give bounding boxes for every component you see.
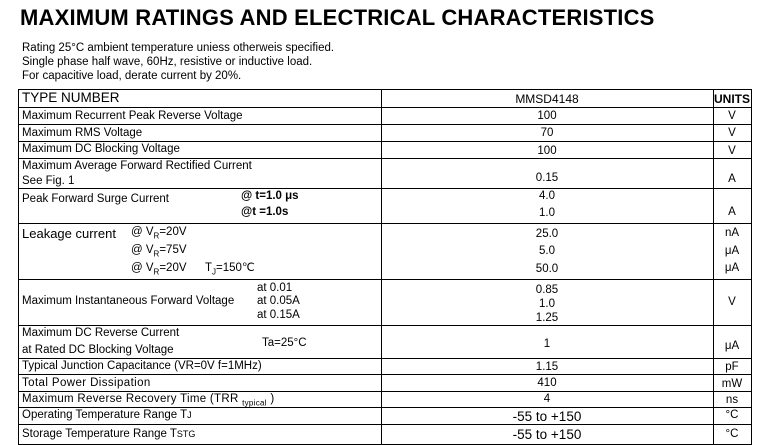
trr-label: Maximum Reverse Recovery Time (TRR $_{typical}$ )	[22, 393, 275, 408]
vf-cond-3: at 0.15A	[257, 309, 300, 321]
tstg-unit: °C	[725, 428, 739, 440]
units-header: UNITS	[714, 92, 750, 106]
ifsm-value-2: 1.0	[539, 207, 555, 219]
vf-label: Maximum Instantaneous Forward Voltage	[22, 295, 235, 307]
vf-value-3: 1.25	[535, 312, 559, 324]
trr-unit: ns	[725, 394, 739, 406]
vrms-unit: V	[728, 127, 736, 139]
page-title: MAXIMUM RATINGS AND ELECTRICAL CHARACTERISTICS	[20, 5, 655, 30]
top-unit: °C	[725, 409, 739, 421]
top-label: Operating Temperature Range TJ	[22, 409, 192, 421]
leakage-value-3: 50.0	[535, 263, 559, 275]
ifsm-unit: A	[728, 206, 736, 218]
vf-cond-1: at 0.01	[257, 282, 293, 294]
cj-value: 1.15	[535, 361, 559, 373]
vrrm-unit: V	[728, 110, 736, 122]
cj-unit: pF	[725, 361, 739, 373]
vrms-label: Maximum RMS Voltage	[22, 127, 143, 139]
vdc-label: Maximum DC Blocking Voltage	[22, 143, 180, 155]
leakage-unit-3: μA	[724, 262, 740, 274]
ir-value: 1	[543, 338, 551, 350]
trr-value: 4	[543, 393, 551, 405]
leakage-cond-3: @ $V_R=20V$	[131, 262, 187, 277]
ir-cond: Ta=25°C	[262, 337, 307, 349]
vrrm-value: 100	[537, 110, 557, 122]
ir-label: Maximum DC Reverse Current	[22, 327, 180, 339]
tstg-value: -55 to +150	[512, 427, 582, 442]
leakage-value-2: 5.0	[539, 245, 555, 257]
vf-unit: V	[728, 296, 736, 308]
leakage-cond-2: @ $V_R=75V$	[131, 244, 187, 259]
pd-unit: mW	[721, 378, 743, 390]
vf-value-1: 0.85	[535, 284, 559, 296]
vf-value-2: 1.0	[539, 298, 555, 310]
iav-unit: A	[728, 173, 736, 185]
note-line: Single phase half wave, 60Hz, resistive or inductive load.	[22, 56, 313, 68]
ifsm-value-1: 4.0	[539, 190, 555, 202]
vdc-value: 100	[537, 145, 557, 157]
leakage-unit-1: nA	[724, 227, 740, 239]
vrrm-label: Maximum Recurrent Peak Reverse Voltage	[22, 110, 243, 122]
tstg-label: Storage Temperature Range TSTG	[22, 428, 196, 440]
vf-cond-2: at 0.05A	[257, 295, 300, 307]
vdc-unit: V	[728, 145, 736, 157]
note-line: Rating 25°C ambient temperature uniess otherweis specified.	[22, 42, 335, 54]
leakage-cond-1: @ $V_R=20V$	[131, 226, 187, 241]
pd-value: 410	[537, 377, 557, 389]
leakage-label: Leakage current	[22, 226, 116, 241]
leakage-unit-2: μA	[724, 245, 740, 257]
ifsm-cond-2: @t =1.0s	[241, 206, 289, 218]
note-line: For capacitive load, derate current by 20%.	[22, 70, 242, 82]
ir-label-2: at Rated DC Blocking Voltage	[22, 344, 174, 356]
vrms-value: 70	[540, 127, 554, 139]
leakage-value-1: 25.0	[535, 228, 559, 240]
pd-label: Total Power Dissipation	[22, 377, 151, 389]
iav-value: 0.15	[535, 172, 559, 184]
ifsm-cond-1: @ t=1.0 μs	[241, 190, 299, 202]
model-header: MMSD4148	[515, 92, 579, 106]
top-value: -55 to +150	[512, 409, 582, 424]
type-number-header: TYPE NUMBER	[22, 90, 120, 105]
iav-label: Maximum Average Forward Rectified Current	[22, 160, 252, 172]
leakage-tj: $T_J=150℃$	[205, 262, 255, 277]
cj-label: Typical Junction Capacitance (VR=0V f=1MHz)	[22, 360, 262, 372]
ir-unit: μA	[724, 340, 740, 352]
ifsm-label: Peak Forward Surge Current	[22, 193, 170, 205]
iav-label-2: See Fig. 1	[22, 175, 75, 187]
